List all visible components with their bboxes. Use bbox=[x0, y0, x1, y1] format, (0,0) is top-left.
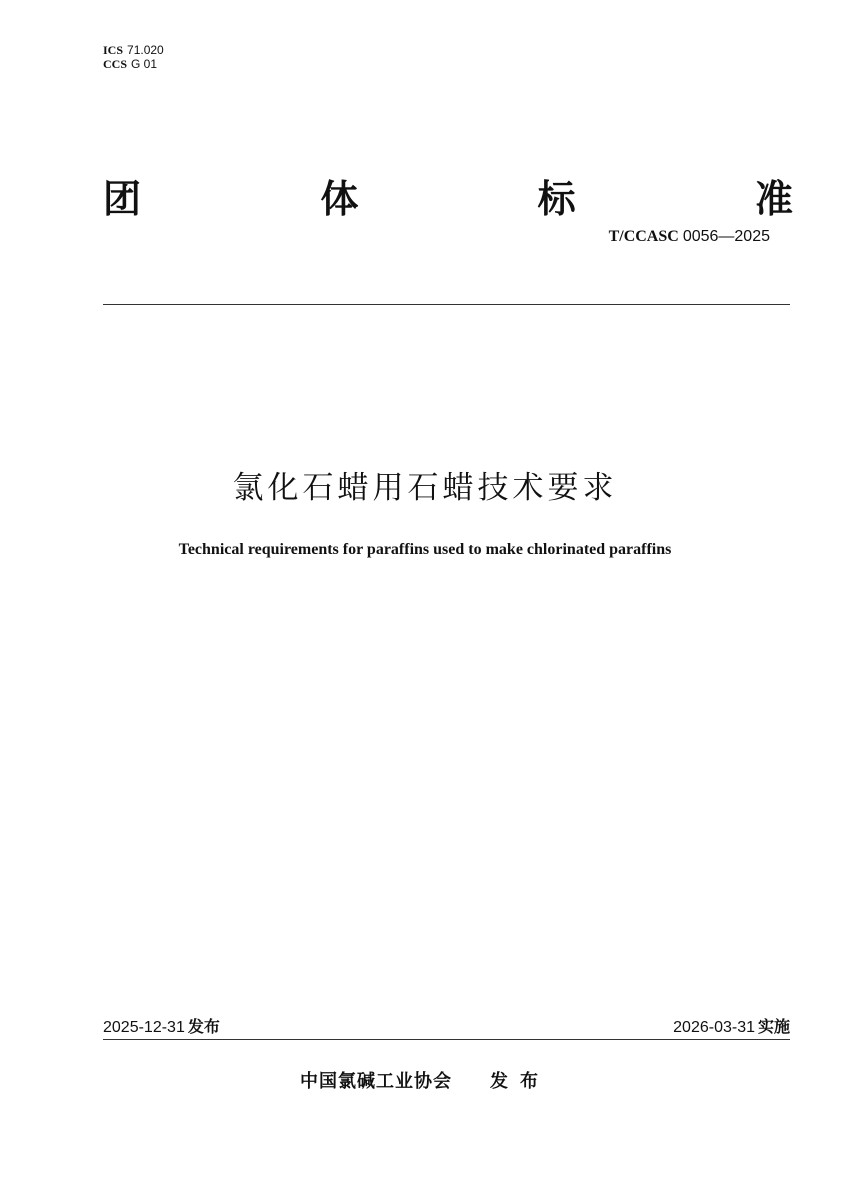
ccs-value: G 01 bbox=[131, 57, 158, 71]
issue-date-word: 发布 bbox=[187, 1017, 220, 1036]
publisher-line bbox=[0, 1067, 850, 1093]
ics-value: 71.020 bbox=[127, 43, 164, 57]
publisher-action: 发布 bbox=[490, 1071, 550, 1092]
implementation-date-value: 2026-03-31 bbox=[673, 1019, 755, 1036]
standard-code-number: 0056—2025 bbox=[682, 228, 770, 245]
ccs-label: CCS bbox=[103, 57, 128, 71]
ccs-code bbox=[103, 57, 164, 71]
classification-codes bbox=[103, 43, 164, 71]
footer-divider bbox=[103, 1039, 790, 1040]
implementation-date bbox=[673, 1014, 790, 1037]
document-title-english: Technical requirements for paraffins used to make chlorinated paraffins bbox=[178, 541, 672, 558]
standard-type-heading bbox=[103, 170, 793, 220]
standard-type-char: 团 bbox=[103, 176, 142, 221]
issue-date-value: 2025-12-31 bbox=[103, 1019, 185, 1036]
standard-type-char: 体 bbox=[320, 176, 359, 221]
standard-type-char: 准 bbox=[754, 176, 793, 221]
ics-label: ICS bbox=[103, 43, 124, 57]
publisher-organization: 中国氯碱工业协会 bbox=[300, 1071, 452, 1092]
header-divider bbox=[103, 304, 790, 305]
document-title-chinese: 氯化石蜡用石蜡技术要求 bbox=[232, 470, 618, 506]
standard-code-prefix: T/CCASC bbox=[608, 228, 679, 245]
implementation-date-word: 实施 bbox=[757, 1017, 790, 1036]
issue-date bbox=[103, 1014, 220, 1037]
standard-type-char: 标 bbox=[537, 176, 576, 221]
standard-code bbox=[609, 228, 770, 246]
ics-code bbox=[103, 43, 164, 57]
